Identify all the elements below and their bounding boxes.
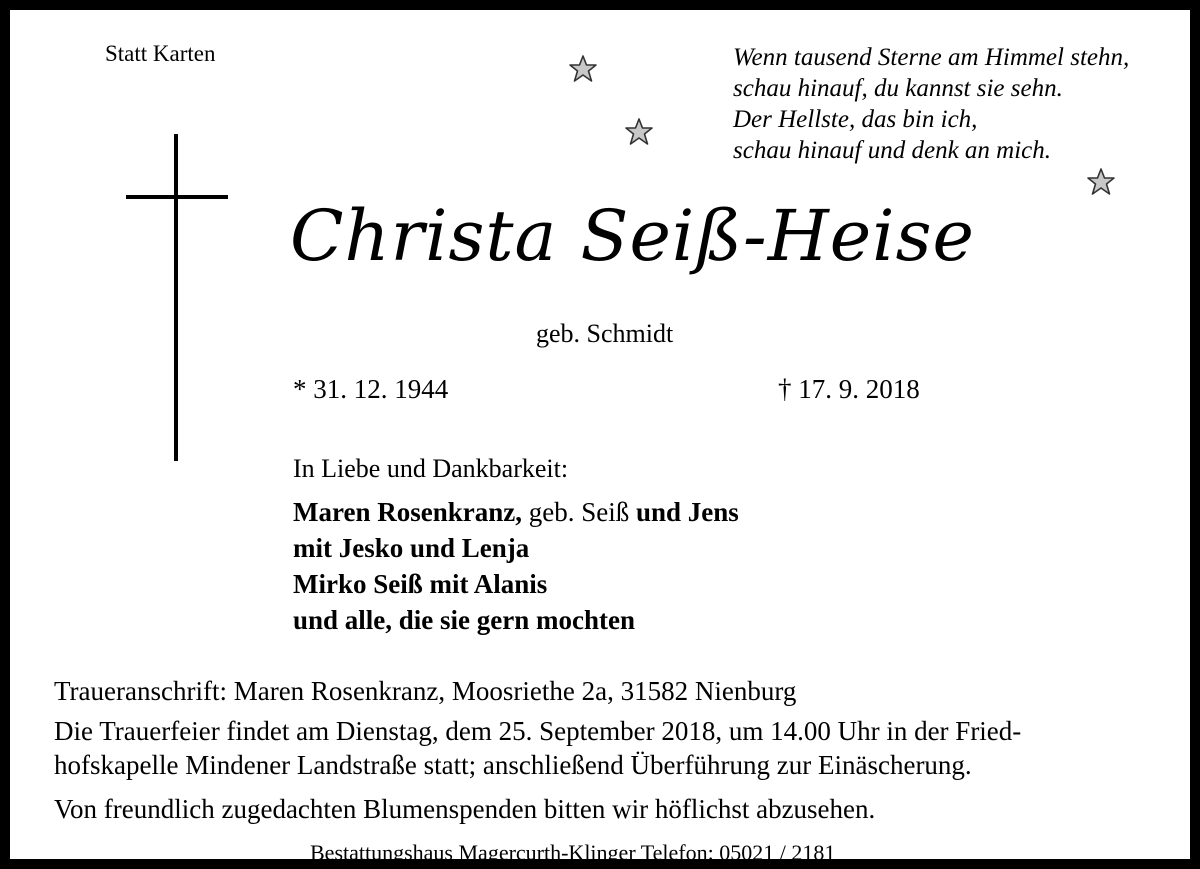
star-icon: [624, 117, 654, 147]
mourner-name: Maren Rosenkranz,: [293, 497, 522, 527]
poem-line: schau hinauf, du kannst sie sehn.: [733, 75, 1063, 102]
mourner-partner: und Jens: [636, 497, 739, 527]
ceremony-text-line: Die Trauerfeier findet am Dienstag, dem 25. September 2018, um 14.00 Uhr in der Fried-: [54, 716, 1022, 746]
poem-line: schau hinauf und denk an mich.: [733, 137, 1052, 164]
ceremony-text-line: hofskapelle Mindener Landstraße statt; anschließend Überführung zur Einäscherung.: [54, 750, 972, 780]
poem: [733, 42, 1129, 166]
mourner-line: Mirko Seiß mit Alanis: [293, 569, 548, 599]
birth-date: * 31. 12. 1944: [293, 374, 449, 404]
undertaker-footer: Bestattungshaus Magercurth-Klinger Telefon: 05021 / 2181: [310, 840, 836, 865]
mourner-line: mit Jesko und Lenja: [293, 533, 530, 563]
mourner-birth-name: geb. Seiß: [522, 497, 636, 527]
mourning-address: Traueranschrift: Maren Rosenkranz, Moosriethe 2a, 31582 Nienburg: [54, 676, 797, 706]
birth-name: geb. Schmidt: [536, 319, 674, 348]
cross-icon: [174, 134, 178, 461]
deceased-name: Christa Seiß-Heise: [290, 195, 975, 277]
poem-line: Der Hellste, das bin ich,: [733, 106, 978, 133]
flowers-note: Von freundlich zugedachten Blumenspenden bitten wir höflichst abzusehen.: [54, 794, 876, 824]
mourner-line: und alle, die sie gern mochten: [293, 605, 635, 635]
death-date: † 17. 9. 2018: [778, 374, 920, 404]
star-icon: [568, 54, 598, 84]
mourners-list: [293, 494, 739, 638]
cross-icon-bar: [126, 195, 228, 199]
poem-line: Wenn tausend Sterne am Himmel stehn,: [733, 44, 1130, 71]
statt-karten-label: Statt Karten: [105, 41, 216, 66]
mourner-line: [293, 494, 739, 530]
star-icon: [1086, 167, 1116, 197]
mourners-intro: In Liebe und Dankbarkeit:: [293, 454, 569, 483]
